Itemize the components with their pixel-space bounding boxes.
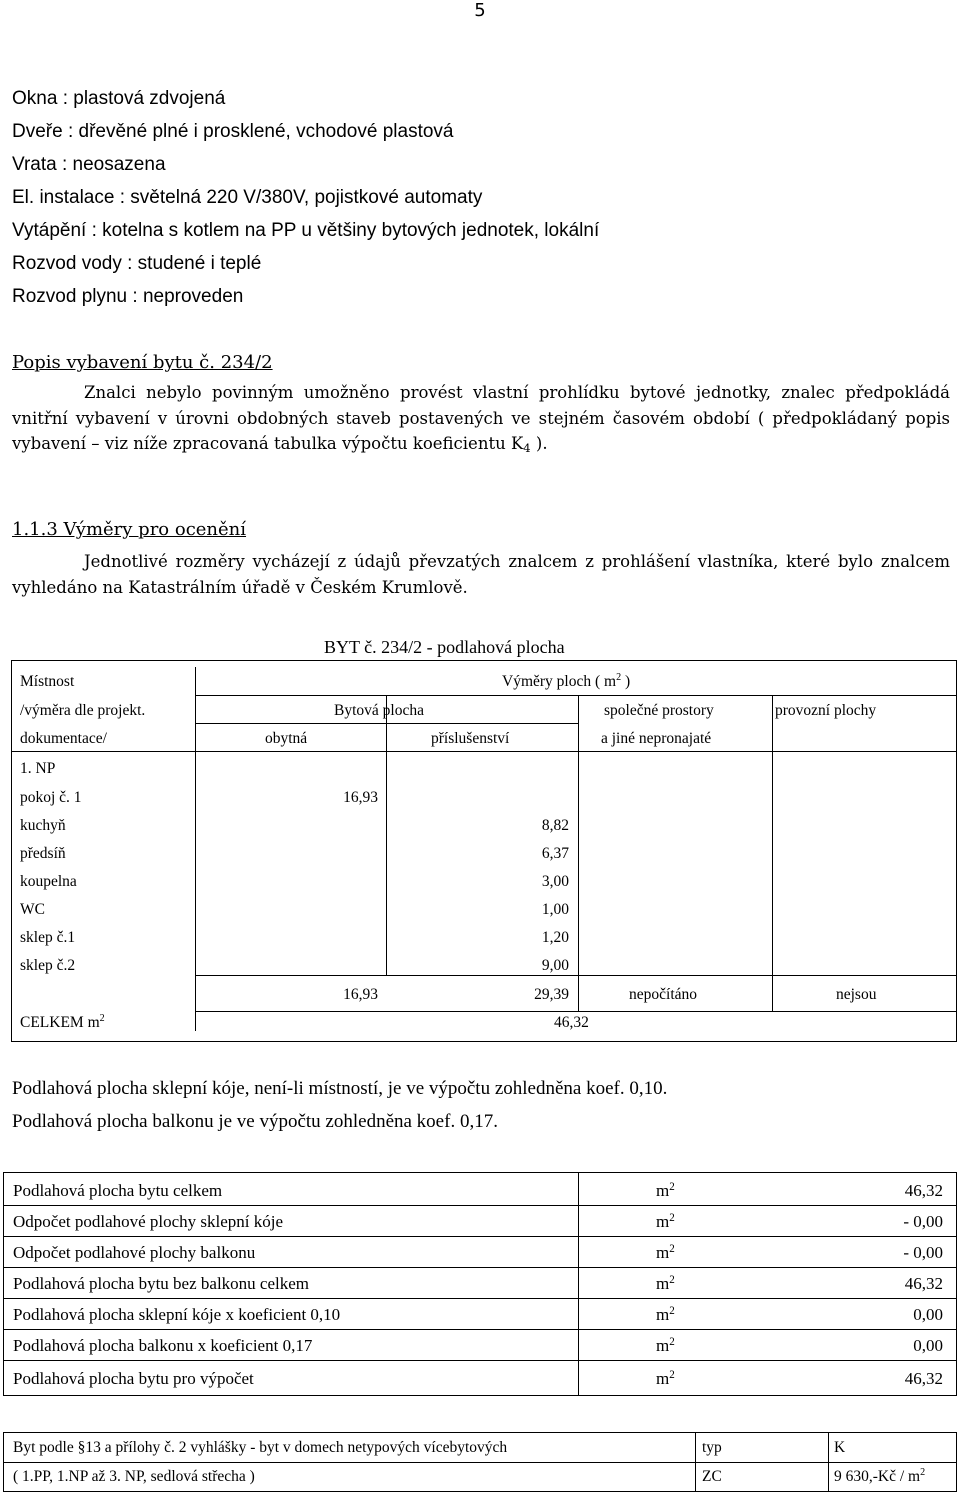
calc-unit: $m^2$ <box>656 1369 675 1388</box>
calc-label: Podlahová plocha sklepní kóje x koeficient 0,10 <box>13 1305 341 1324</box>
calc-label: Odpočet podlahové plochy balkonu <box>13 1243 256 1262</box>
room-accessory-value: 1,00 <box>541 901 569 918</box>
room-name: WC <box>20 901 45 918</box>
equipment-paragraph: Znalci nebylo povinným umožněno provést vlastní prohlídku bytové jednotky, znalec předpokládá vnitřní vybavení v úrovni obdobných staveb postavených ve stejném časovém období ( předpokládaný popis vybavení – viz níže zpracovaná tabulka výpočtu koeficientu $K_4$ ). <box>12 383 950 455</box>
sum-accessory: 29,39 <box>534 986 569 1003</box>
calc-unit: $m^2$ <box>656 1274 675 1293</box>
k-subscript: 4 <box>523 441 531 455</box>
col-common: společné prostory <box>604 702 714 719</box>
room-name: sklep č.2 <box>20 957 76 974</box>
type-table <box>3 1432 957 1492</box>
k-label: K <box>834 1439 846 1456</box>
room-name: koupelna <box>20 873 77 890</box>
room-accessory-value: 1,20 <box>541 929 569 946</box>
spec-gas: Rozvod plynu : neproveden <box>12 286 244 307</box>
spec-electric: El. instalace : světelná 220 V/380V, pojistkové automaty <box>12 187 483 208</box>
col-common-line2: a jiné nepronajaté <box>601 730 712 747</box>
col-room-line2: /výměra dle projekt. <box>20 702 146 719</box>
total-label: CELKEM $m^2$ <box>20 1013 105 1031</box>
calc-value: 46,32 <box>904 1274 943 1293</box>
room-accessory-value: 6,37 <box>541 845 569 862</box>
measures-paragraph: Jednotlivé rozměry vycházejí z údajů převzatých znalcem z prohlášení vlastníka, které bylo znalcem vyhledáno na Katastrálním úřadě v Českém Krumlově. <box>12 552 950 597</box>
room-name: pokoj č. 1 <box>20 789 82 806</box>
calc-label: Podlahová plocha bytu pro výpočet <box>13 1369 254 1388</box>
calc-value: - 0,00 <box>903 1243 943 1262</box>
room-name: kuchyň <box>20 817 66 834</box>
col-inhabited: obytná <box>265 730 308 747</box>
col-living: Bytová plocha <box>334 702 424 719</box>
room-accessory-value: 8,82 <box>541 817 569 834</box>
calc-unit: $m^2$ <box>656 1243 675 1262</box>
floor-table-caption: BYT č. 234/2 - podlahová plocha <box>324 637 565 657</box>
calc-value: 46,32 <box>904 1181 943 1200</box>
spec-windows: Okna : plastová zdvojená <box>12 88 226 109</box>
calc-value: 46,32 <box>904 1369 943 1388</box>
calc-label: Podlahová plocha balkonu x koeficient 0,17 <box>13 1336 313 1355</box>
spec-water: Rozvod vody : studené i teplé <box>12 253 262 274</box>
col-operating: provozní plochy <box>775 702 877 719</box>
room-accessory-value: 9,00 <box>541 957 569 974</box>
sum-common: nepočítáno <box>629 986 698 1003</box>
calc-label: Odpočet podlahové plochy sklepní kóje <box>13 1212 284 1231</box>
calc-value: 0,00 <box>913 1336 943 1355</box>
area-calculation-table <box>3 1172 957 1396</box>
sum-inhabited: 16,93 <box>343 986 378 1003</box>
page-number: 5 <box>474 0 486 21</box>
col-accessory: příslušenství <box>431 730 510 747</box>
calc-unit: $m^2$ <box>656 1336 675 1355</box>
total-value: 46,32 <box>554 1014 589 1031</box>
col-room-line3: dokumentace/ <box>20 730 107 747</box>
room-name: předsíň <box>20 845 66 862</box>
measures-heading: 1.1.3 Výměry pro ocenění <box>12 519 247 540</box>
room-accessory-value: 3,00 <box>541 873 569 890</box>
calc-label: Podlahová plocha bytu celkem <box>13 1181 223 1200</box>
zc-label: ZC <box>702 1468 722 1485</box>
sum-operating: nejsou <box>836 986 877 1003</box>
floor-label: 1. NP <box>20 760 56 777</box>
calc-unit: $m^2$ <box>656 1212 675 1231</box>
floor-area-table <box>11 660 957 1042</box>
typ-label: typ <box>702 1439 722 1456</box>
calc-label: Podlahová plocha bytu bez balkonu celkem <box>13 1274 309 1293</box>
type-description: Byt podle §13 a přílohy č. 2 vyhlášky - byt v domech netypových vícebytových <box>13 1439 508 1456</box>
note-balcony: Podlahová plocha balkonu je ve výpočtu zohledněna koef. 0,17. <box>12 1111 498 1132</box>
calc-value: - 0,00 <box>903 1212 943 1231</box>
equipment-heading: Popis vybavení bytu č. 234/2 <box>12 352 273 373</box>
col-areas: Výměry ploch ( $m^2$ ) <box>502 672 631 690</box>
spec-doors: Dveře : dřevěné plné i prosklené, vchodové plastová <box>12 121 454 142</box>
calc-unit: $m^2$ <box>656 1181 675 1200</box>
room-name: sklep č.1 <box>20 929 76 946</box>
type-description-line2: ( 1.PP, 1.NP až 3. NP, sedlová střecha ) <box>13 1468 255 1485</box>
col-room: Místnost <box>20 673 75 690</box>
calc-value: 0,00 <box>913 1305 943 1324</box>
calc-unit: $m^2$ <box>656 1305 675 1324</box>
spec-heating: Vytápění : kotelna s kotlem na PP u většiny bytových jednotek, lokální <box>12 220 600 241</box>
room-inhabited-value: 16,93 <box>343 789 378 806</box>
unit-price: 9 630,-Kč / $m^2$ <box>834 1467 926 1485</box>
note-cellar: Podlahová plocha sklepní kóje, není-li místností, je ve výpočtu zohledněna koef. 0,10. <box>12 1078 668 1099</box>
spec-gates: Vrata : neosazena <box>12 154 166 175</box>
